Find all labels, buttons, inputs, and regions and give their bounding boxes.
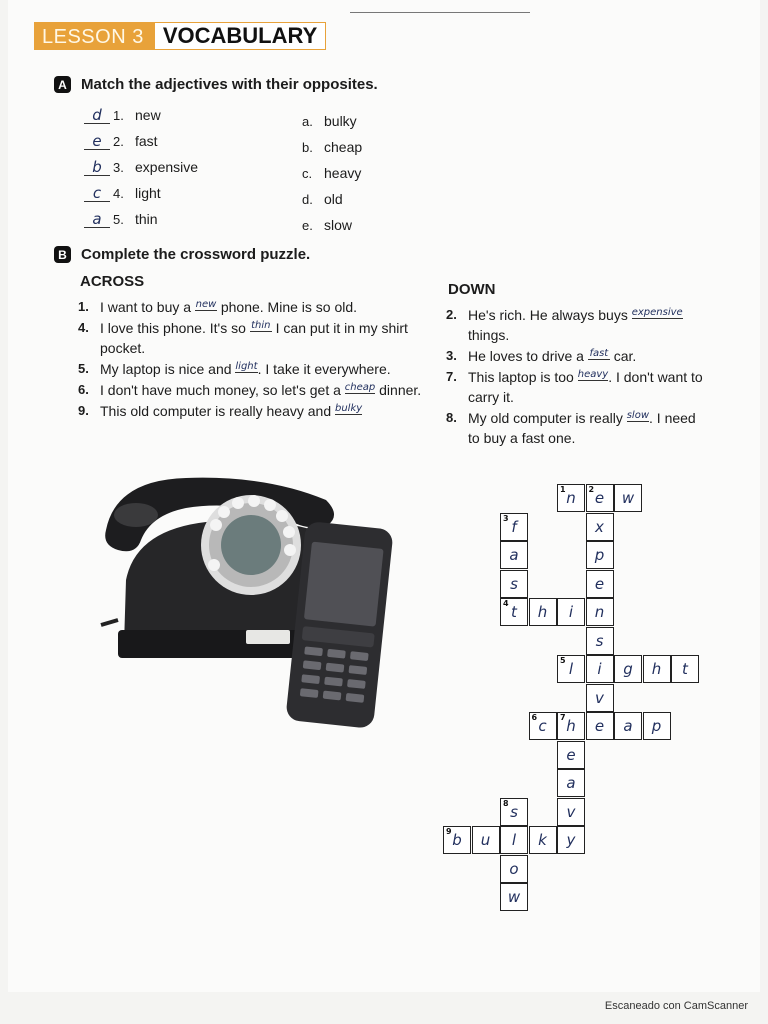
clue-after: things. xyxy=(468,327,510,343)
clue-number: 9. xyxy=(78,403,89,418)
match-item xyxy=(84,128,264,154)
clue-before: He's rich. He always buys xyxy=(468,307,632,323)
crossword-cell[interactable] xyxy=(557,769,585,797)
clue-before: I don't have much money, so let's get a xyxy=(100,382,345,398)
clue-text xyxy=(100,401,423,421)
clue-after: dinner. xyxy=(375,382,422,398)
crossword-cell[interactable] xyxy=(614,712,642,740)
opposite-letter: e. xyxy=(302,217,313,233)
clue-before: This laptop is too xyxy=(468,369,578,385)
clue-answer-blank[interactable]: bulky xyxy=(335,403,363,414)
cell-letter: f xyxy=(511,517,517,536)
answer-blank[interactable]: b xyxy=(84,159,110,176)
match-item xyxy=(84,102,264,128)
crossword-cell[interactable] xyxy=(586,598,614,626)
section-a-instruction: Match the adjectives with their opposites. xyxy=(81,76,378,93)
cell-letter: g xyxy=(623,660,633,678)
opposite-item xyxy=(302,186,462,212)
cell-letter: e xyxy=(594,574,605,593)
cell-letter: p xyxy=(594,546,605,564)
cell-number: 7 xyxy=(560,713,566,722)
cell-letter: i xyxy=(597,660,602,678)
cell-letter: w xyxy=(621,489,635,507)
crossword-cell[interactable] xyxy=(586,570,614,598)
clue-before: He loves to drive a xyxy=(468,348,588,364)
opposite-item xyxy=(302,212,462,238)
down-heading: DOWN xyxy=(448,281,496,298)
across-clue xyxy=(78,380,423,400)
cell-letter: c xyxy=(538,717,547,735)
crossword-cell[interactable] xyxy=(500,855,528,883)
cell-letter: w xyxy=(507,888,521,906)
clue-before: This old computer is really heavy and xyxy=(100,403,335,419)
cell-letter: y xyxy=(566,831,576,849)
clue-answer-blank[interactable]: expensive xyxy=(631,307,683,318)
cell-letter: l xyxy=(568,660,574,678)
cell-letter: e xyxy=(594,717,605,735)
match-item xyxy=(84,180,264,206)
crossword-cell[interactable] xyxy=(586,513,614,541)
cell-letter: e xyxy=(566,745,576,764)
down-clue xyxy=(446,367,711,407)
clue-after: phone. Mine is so old. xyxy=(216,299,358,315)
crossword-cell[interactable] xyxy=(557,798,585,826)
cell-letter: s xyxy=(595,631,604,650)
cell-letter: a xyxy=(623,717,633,735)
cell-letter: a xyxy=(566,774,576,792)
crossword-cell[interactable] xyxy=(586,627,614,655)
crossword-cell[interactable] xyxy=(529,712,557,740)
match-opposites-list xyxy=(302,108,462,238)
crossword-cell[interactable] xyxy=(557,741,585,769)
opposite-letter: a. xyxy=(302,113,313,129)
clue-number: 3. xyxy=(446,348,457,363)
cell-letter: b xyxy=(452,831,462,849)
down-clue xyxy=(446,305,711,345)
item-number: 5. xyxy=(113,211,124,227)
crossword-cell[interactable] xyxy=(557,712,585,740)
crossword-cell[interactable] xyxy=(557,598,585,626)
cell-number: 2 xyxy=(588,485,595,494)
clue-before: I love this phone. It's so xyxy=(100,320,250,336)
across-clue xyxy=(78,297,423,317)
clue-after: I can put it in my shirt pocket. xyxy=(100,320,408,356)
cell-letter: e xyxy=(594,489,605,507)
clue-number: 2. xyxy=(446,307,457,322)
section-b-instruction: Complete the crossword puzzle. xyxy=(81,246,311,263)
opposite-item xyxy=(302,134,462,160)
crossword-cell[interactable] xyxy=(529,826,557,854)
clue-text xyxy=(468,346,711,366)
crossword-cell[interactable] xyxy=(500,541,528,569)
clue-number: 4. xyxy=(78,320,89,335)
cell-number: 9 xyxy=(446,827,452,836)
opposite-item xyxy=(302,160,462,186)
cell-letter: n xyxy=(566,489,576,507)
opposite-letter: d. xyxy=(302,191,313,207)
scanner-watermark: Escaneado con CamScanner xyxy=(604,1000,748,1012)
item-word: thin xyxy=(135,211,158,227)
clue-number: 8. xyxy=(446,410,457,425)
cell-letter: s xyxy=(510,574,518,593)
cell-letter: i xyxy=(568,603,574,621)
match-item xyxy=(84,154,264,180)
clue-number: 5. xyxy=(78,361,89,376)
opposite-word: slow xyxy=(324,217,353,233)
scan-line xyxy=(350,12,530,13)
clue-before: My laptop is nice and xyxy=(100,361,236,377)
across-clue xyxy=(78,318,423,358)
crossword-cell[interactable] xyxy=(500,798,528,826)
page-title: VOCABULARY xyxy=(154,22,326,50)
crossword-cell[interactable] xyxy=(500,826,528,854)
crossword-cell[interactable] xyxy=(614,655,642,683)
across-clue xyxy=(78,359,423,379)
clue-number: 7. xyxy=(446,369,457,384)
clue-text xyxy=(468,305,711,345)
clue-text xyxy=(100,297,423,317)
item-number: 3. xyxy=(113,159,124,175)
item-number: 4. xyxy=(113,185,124,201)
crossword-cell[interactable] xyxy=(529,598,557,626)
crossword-cell[interactable] xyxy=(500,598,528,626)
clue-number: 6. xyxy=(78,382,89,397)
clue-text xyxy=(100,380,423,400)
section-a-badge: A xyxy=(54,76,71,93)
telephone-illustration xyxy=(96,470,396,740)
cell-letter: h xyxy=(537,603,548,621)
cell-letter: x xyxy=(595,517,604,536)
crossword-cell[interactable] xyxy=(586,684,614,712)
answer-blank[interactable]: c xyxy=(84,185,110,202)
clue-before: I want to buy a xyxy=(100,299,195,315)
cell-letter: v xyxy=(566,802,576,821)
item-word: fast xyxy=(135,133,158,149)
across-clue xyxy=(78,401,423,421)
clue-text xyxy=(468,408,711,448)
crossword-cell[interactable] xyxy=(557,826,585,854)
cell-letter: o xyxy=(509,859,519,878)
crossword-cell[interactable] xyxy=(586,655,614,683)
opposite-word: bulky xyxy=(324,113,357,129)
across-clues xyxy=(78,297,423,422)
cell-number: 6 xyxy=(531,713,538,722)
opposite-word: old xyxy=(324,191,343,207)
down-clue xyxy=(446,408,711,448)
section-a-heading xyxy=(54,76,378,93)
clue-after: . I need to buy a fast one. xyxy=(468,410,696,446)
lesson-label: LESSON 3 xyxy=(34,22,154,50)
crossword-cell[interactable] xyxy=(557,484,585,512)
cell-number: 8 xyxy=(503,798,509,808)
clue-answer-blank[interactable]: thin xyxy=(251,320,271,331)
answer-blank[interactable]: a xyxy=(84,211,110,228)
cell-letter: h xyxy=(651,660,662,678)
cell-letter: t xyxy=(682,660,688,678)
cell-letter: n xyxy=(594,603,605,621)
crossword-cell[interactable] xyxy=(586,712,614,740)
cell-letter: k xyxy=(538,831,547,849)
crossword-cell[interactable] xyxy=(586,541,614,569)
crossword-cell[interactable] xyxy=(500,570,528,598)
clue-number: 1. xyxy=(78,299,89,314)
down-clues xyxy=(446,305,711,449)
clue-answer-blank[interactable]: slow xyxy=(626,410,650,421)
cell-letter: l xyxy=(511,831,517,849)
cell-letter: p xyxy=(651,717,662,735)
crossword-cell[interactable] xyxy=(443,826,471,854)
match-words-list xyxy=(84,102,264,232)
item-word: expensive xyxy=(135,159,199,175)
crossword-cell[interactable] xyxy=(586,484,614,512)
opposite-letter: c. xyxy=(302,165,313,181)
clue-answer-blank[interactable]: fast xyxy=(589,348,609,359)
clue-before: My old computer is really xyxy=(468,410,627,426)
crossword-cell[interactable] xyxy=(614,484,642,512)
lesson-header xyxy=(34,22,326,50)
match-item xyxy=(84,206,264,232)
crossword-cell[interactable] xyxy=(500,883,528,911)
item-word: light xyxy=(135,185,161,201)
opposite-item xyxy=(302,108,462,134)
cell-letter: h xyxy=(566,717,576,735)
crossword-cell[interactable] xyxy=(557,655,585,683)
cell-number: 1 xyxy=(560,485,566,494)
section-b-badge: B xyxy=(54,246,71,263)
across-heading: ACROSS xyxy=(80,273,145,290)
down-clue xyxy=(446,346,711,366)
answer-blank[interactable]: e xyxy=(84,133,110,150)
clue-answer-blank[interactable]: light xyxy=(235,361,258,372)
cell-letter: s xyxy=(510,802,518,821)
crossword-cell[interactable] xyxy=(671,655,699,683)
cell-letter: v xyxy=(595,688,604,707)
section-b-heading xyxy=(54,246,310,263)
opposite-word: heavy xyxy=(324,165,362,181)
opposite-word: cheap xyxy=(324,139,363,155)
clue-answer-blank[interactable]: heavy xyxy=(577,369,609,380)
cell-number: 3 xyxy=(503,513,509,523)
clue-answer-blank[interactable]: cheap xyxy=(344,382,376,393)
clue-answer-blank[interactable]: new xyxy=(195,299,217,310)
item-number: 1. xyxy=(113,107,124,123)
clue-text xyxy=(100,359,423,379)
cell-letter: t xyxy=(511,603,517,621)
crossword-cell[interactable] xyxy=(643,655,671,683)
clue-text xyxy=(100,318,423,358)
clue-after: car. xyxy=(609,348,637,364)
crossword-cell[interactable] xyxy=(643,712,671,740)
item-word: new xyxy=(135,107,161,123)
answer-blank[interactable]: d xyxy=(84,107,110,124)
cell-number: 5 xyxy=(560,656,566,665)
cell-letter: u xyxy=(480,831,491,849)
rotary-phone-image xyxy=(101,478,394,729)
cell-number: 4 xyxy=(503,599,509,608)
clue-after: . I take it everywhere. xyxy=(257,361,391,377)
cell-letter: a xyxy=(509,546,519,564)
opposite-letter: b. xyxy=(302,139,313,155)
crossword-cell[interactable] xyxy=(500,513,528,541)
item-number: 2. xyxy=(113,133,124,149)
crossword-cell[interactable] xyxy=(472,826,500,854)
clue-text xyxy=(468,367,711,407)
clue-after: . I don't want to carry it. xyxy=(468,369,703,405)
